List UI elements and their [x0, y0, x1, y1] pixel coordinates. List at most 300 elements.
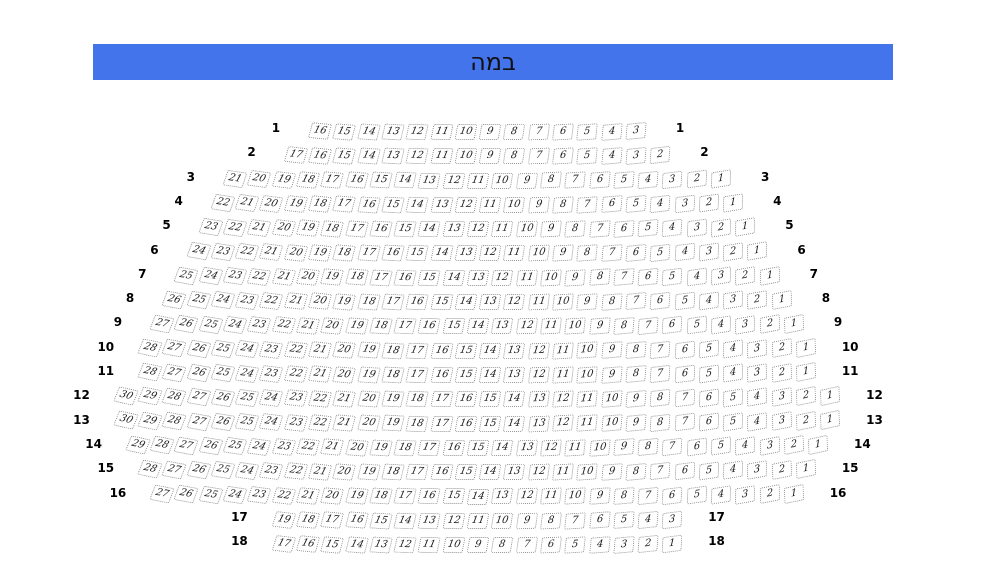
seat[interactable]: 15 [467, 440, 490, 456]
seat[interactable]: 7 [515, 537, 537, 554]
seat[interactable]: 11 [552, 366, 574, 383]
seat[interactable]: 4 [589, 536, 611, 554]
seat[interactable]: 1 [820, 410, 840, 431]
seat[interactable]: 25 [198, 315, 223, 334]
seat[interactable]: 21 [308, 463, 332, 481]
seat[interactable]: 6 [674, 364, 695, 383]
seat[interactable]: 15 [320, 536, 344, 553]
seat[interactable]: 12 [406, 148, 429, 165]
seat[interactable]: 5 [674, 292, 695, 311]
seat[interactable]: 2 [760, 484, 780, 504]
seat[interactable]: 13 [503, 464, 525, 481]
seat[interactable]: 20 [284, 244, 308, 262]
seat[interactable]: 29 [137, 411, 163, 430]
seat[interactable]: 3 [760, 436, 780, 456]
seat[interactable]: 18 [296, 511, 320, 529]
seat[interactable]: 23 [235, 292, 260, 310]
seat[interactable]: 27 [174, 436, 199, 455]
seat[interactable]: 9 [479, 124, 502, 140]
seat[interactable]: 5 [650, 243, 671, 261]
seat[interactable]: 15 [454, 464, 477, 480]
seat[interactable]: 24 [223, 316, 248, 334]
seat[interactable]: 23 [259, 365, 284, 383]
seat[interactable]: 10 [540, 269, 562, 286]
seat[interactable]: 12 [552, 391, 574, 408]
seat[interactable]: 2 [796, 386, 816, 406]
seat[interactable]: 20 [332, 342, 356, 359]
seat[interactable]: 7 [674, 389, 695, 408]
seat[interactable]: 11 [552, 463, 574, 480]
seat[interactable]: 27 [149, 314, 175, 333]
seat[interactable]: 10 [552, 293, 574, 310]
seat[interactable]: 9 [601, 463, 622, 481]
seat[interactable]: 14 [430, 245, 453, 261]
seat[interactable]: 14 [479, 464, 502, 480]
seat[interactable]: 12 [442, 172, 465, 188]
seat[interactable]: 1 [808, 435, 828, 455]
seat[interactable]: 4 [638, 171, 659, 189]
seat[interactable]: 19 [345, 487, 369, 504]
seat[interactable]: 15 [442, 318, 465, 334]
seat[interactable]: 24 [186, 242, 211, 261]
seat[interactable]: 15 [381, 196, 405, 213]
seat[interactable]: 16 [418, 318, 441, 335]
seat[interactable]: 11 [503, 245, 525, 262]
seat[interactable]: 15 [430, 294, 453, 310]
seat[interactable]: 13 [442, 221, 465, 237]
seat[interactable]: 11 [430, 124, 453, 140]
seat[interactable]: 5 [711, 437, 731, 456]
seat[interactable]: 13 [503, 342, 525, 359]
seat[interactable]: 17 [332, 196, 356, 213]
seat[interactable]: 24 [247, 438, 272, 456]
seat[interactable]: 8 [625, 365, 646, 383]
seat[interactable]: 14 [393, 172, 417, 189]
seat[interactable]: 22 [210, 194, 235, 213]
seat[interactable]: 4 [723, 339, 743, 358]
seat[interactable]: 11 [564, 439, 586, 456]
seat[interactable]: 13 [528, 391, 550, 408]
seat[interactable]: 1 [723, 193, 743, 212]
seat[interactable]: 3 [662, 510, 683, 529]
seat[interactable]: 25 [210, 461, 235, 480]
seat[interactable]: 28 [137, 338, 163, 357]
seat[interactable]: 9 [467, 537, 490, 553]
seat[interactable]: 19 [369, 439, 393, 456]
seat[interactable]: 6 [638, 268, 659, 286]
seat[interactable]: 14 [418, 221, 441, 238]
seat[interactable]: 24 [235, 340, 260, 358]
seat[interactable]: 28 [137, 460, 163, 479]
seat[interactable]: 5 [638, 219, 659, 237]
seat[interactable]: 6 [650, 292, 671, 310]
seat[interactable]: 10 [503, 197, 525, 214]
seat[interactable]: 22 [247, 267, 272, 285]
seat[interactable]: 17 [320, 511, 344, 528]
seat[interactable]: 1 [735, 218, 755, 238]
seat[interactable]: 6 [699, 388, 719, 407]
seat[interactable]: 8 [552, 196, 574, 213]
seat[interactable]: 19 [271, 171, 296, 189]
seat[interactable]: 4 [748, 412, 768, 432]
seat[interactable]: 6 [699, 413, 719, 432]
seat[interactable]: 9 [601, 366, 622, 384]
seat[interactable]: 11 [552, 342, 574, 359]
seat[interactable]: 3 [662, 170, 683, 189]
seat[interactable]: 22 [284, 365, 308, 383]
seat[interactable]: 12 [479, 245, 502, 261]
seat[interactable]: 1 [748, 242, 768, 262]
seat[interactable]: 14 [479, 343, 502, 359]
seat[interactable]: 15 [479, 416, 502, 432]
seat[interactable]: 21 [235, 194, 260, 212]
seat[interactable]: 8 [589, 269, 611, 287]
seat[interactable]: 14 [479, 367, 502, 383]
seat[interactable]: 4 [748, 387, 768, 407]
seat[interactable]: 25 [235, 389, 260, 407]
seat[interactable]: 2 [699, 194, 719, 213]
seat[interactable]: 5 [577, 147, 599, 165]
seat[interactable]: 15 [479, 391, 502, 407]
seat[interactable]: 14 [503, 391, 525, 408]
seat[interactable]: 1 [796, 362, 816, 382]
seat[interactable]: 3 [723, 291, 743, 310]
seat[interactable]: 13 [454, 245, 477, 261]
seat[interactable]: 21 [259, 243, 284, 261]
seat[interactable]: 23 [284, 414, 308, 432]
seat[interactable]: 26 [198, 437, 223, 456]
seat[interactable]: 26 [174, 315, 199, 334]
seat[interactable]: 22 [296, 438, 320, 456]
seat[interactable]: 5 [699, 461, 719, 480]
seat[interactable]: 23 [247, 316, 272, 334]
seat[interactable]: 1 [796, 459, 816, 479]
seat[interactable]: 3 [735, 485, 755, 505]
seat[interactable]: 16 [369, 220, 393, 237]
seat[interactable]: 9 [577, 293, 599, 311]
seat[interactable]: 5 [686, 486, 706, 505]
seat[interactable]: 17 [320, 171, 344, 188]
seat[interactable]: 18 [381, 366, 405, 383]
seat[interactable]: 29 [137, 387, 163, 406]
seat[interactable]: 28 [162, 387, 187, 406]
seat[interactable]: 15 [454, 343, 477, 359]
seat[interactable]: 4 [638, 511, 659, 529]
seat[interactable]: 22 [284, 341, 308, 359]
seat[interactable]: 2 [650, 146, 671, 164]
seat[interactable]: 7 [564, 512, 586, 529]
seat[interactable]: 9 [625, 414, 646, 432]
seat[interactable]: 16 [430, 367, 453, 383]
seat[interactable]: 16 [430, 464, 453, 480]
seat[interactable]: 10 [601, 390, 622, 408]
seat[interactable]: 7 [638, 316, 659, 334]
seat[interactable]: 16 [308, 123, 332, 141]
seat[interactable]: 2 [772, 338, 792, 358]
seat[interactable]: 9 [552, 245, 574, 262]
seat[interactable]: 26 [162, 290, 187, 309]
seat[interactable]: 15 [454, 367, 477, 383]
seat[interactable]: 15 [369, 512, 393, 529]
seat[interactable]: 18 [406, 391, 429, 408]
seat[interactable]: 10 [442, 537, 465, 553]
seat[interactable]: 25 [210, 340, 235, 359]
seat[interactable]: 20 [320, 317, 344, 334]
seat[interactable]: 6 [662, 316, 683, 335]
seat[interactable]: 7 [528, 148, 550, 165]
seat[interactable]: 18 [332, 244, 356, 261]
seat[interactable]: 5 [613, 511, 634, 529]
seat[interactable]: 17 [381, 293, 405, 310]
seat[interactable]: 8 [625, 341, 646, 359]
seat[interactable]: 7 [589, 220, 611, 238]
seat[interactable]: 11 [577, 415, 599, 433]
seat[interactable]: 26 [186, 339, 211, 358]
seat[interactable]: 3 [625, 147, 646, 165]
seat[interactable]: 12 [442, 513, 465, 529]
seat[interactable]: 21 [271, 268, 296, 286]
seat[interactable]: 16 [430, 342, 453, 358]
seat[interactable]: 20 [308, 293, 332, 311]
seat[interactable]: 17 [406, 367, 429, 384]
seat[interactable]: 9 [613, 438, 634, 456]
seat[interactable]: 6 [601, 195, 622, 213]
seat[interactable]: 28 [162, 412, 187, 431]
seat[interactable]: 6 [662, 486, 683, 505]
seat[interactable]: 2 [760, 314, 780, 334]
seat[interactable]: 3 [711, 267, 731, 286]
seat[interactable]: 15 [406, 245, 429, 262]
seat[interactable]: 19 [357, 463, 381, 480]
seat[interactable]: 9 [479, 148, 502, 164]
seat[interactable]: 2 [796, 411, 816, 431]
seat[interactable]: 16 [296, 535, 320, 553]
seat[interactable]: 20 [247, 170, 272, 188]
seat[interactable]: 6 [540, 536, 562, 553]
seat[interactable]: 13 [381, 148, 405, 165]
seat[interactable]: 6 [552, 148, 574, 165]
seat[interactable]: 9 [540, 221, 562, 238]
seat[interactable]: 4 [601, 123, 622, 141]
seat[interactable]: 12 [515, 318, 537, 335]
seat[interactable]: 11 [430, 148, 453, 164]
seat[interactable]: 8 [625, 462, 646, 480]
seat[interactable]: 14 [393, 512, 417, 529]
seat[interactable]: 14 [503, 415, 525, 432]
seat[interactable]: 10 [601, 414, 622, 432]
seat[interactable]: 8 [503, 124, 525, 141]
seat[interactable]: 20 [332, 463, 356, 480]
seat[interactable]: 8 [638, 438, 659, 456]
seat[interactable]: 25 [223, 437, 248, 455]
seat[interactable]: 21 [296, 317, 320, 335]
seat[interactable]: 8 [491, 537, 514, 553]
seat[interactable]: 19 [345, 317, 369, 334]
seat[interactable]: 25 [235, 413, 260, 431]
seat[interactable]: 2 [638, 535, 659, 553]
seat[interactable]: 7 [650, 341, 671, 359]
seat[interactable]: 28 [149, 436, 175, 455]
seat[interactable]: 4 [735, 436, 755, 456]
seat[interactable]: 3 [748, 363, 768, 383]
seat[interactable]: 5 [723, 412, 743, 431]
seat[interactable]: 5 [613, 171, 634, 189]
seat[interactable]: 17 [393, 318, 417, 335]
seat[interactable]: 22 [259, 292, 284, 310]
seat[interactable]: 2 [723, 242, 743, 261]
seat[interactable]: 3 [674, 194, 695, 213]
seat[interactable]: 18 [406, 415, 429, 432]
seat[interactable]: 4 [662, 219, 683, 238]
seat[interactable]: 2 [748, 290, 768, 310]
seat[interactable]: 14 [406, 196, 429, 213]
seat[interactable]: 10 [564, 317, 586, 334]
seat[interactable]: 16 [442, 440, 465, 456]
seat[interactable]: 2 [784, 435, 804, 455]
seat[interactable]: 17 [430, 391, 453, 407]
seat[interactable]: 1 [662, 535, 683, 554]
seat[interactable]: 11 [577, 390, 599, 408]
seat[interactable]: 4 [686, 267, 706, 286]
seat[interactable]: 5 [723, 388, 743, 407]
seat[interactable]: 23 [210, 243, 235, 262]
seat[interactable]: 3 [625, 122, 646, 140]
seat[interactable]: 15 [418, 269, 441, 286]
seat[interactable]: 14 [357, 123, 381, 140]
seat[interactable]: 1 [784, 314, 804, 334]
seat[interactable]: 12 [406, 124, 429, 141]
seat[interactable]: 16 [406, 294, 429, 311]
seat[interactable]: 21 [284, 292, 308, 310]
seat[interactable]: 9 [564, 269, 586, 286]
seat[interactable]: 19 [381, 391, 405, 408]
seat[interactable]: 14 [467, 318, 490, 334]
seat[interactable]: 12 [528, 464, 550, 481]
seat[interactable]: 8 [650, 389, 671, 407]
seat[interactable]: 1 [796, 338, 816, 358]
seat[interactable]: 13 [515, 439, 537, 456]
seat[interactable]: 16 [418, 488, 441, 505]
seat[interactable]: 3 [613, 536, 634, 554]
seat[interactable]: 5 [662, 267, 683, 286]
seat[interactable]: 7 [528, 123, 550, 140]
seat[interactable]: 14 [345, 536, 369, 553]
seat[interactable]: 19 [320, 268, 344, 285]
seat[interactable]: 17 [393, 488, 417, 505]
seat[interactable]: 2 [686, 170, 706, 189]
seat[interactable]: 12 [454, 197, 477, 213]
seat[interactable]: 25 [186, 291, 211, 310]
seat[interactable]: 27 [149, 484, 175, 503]
seat[interactable]: 23 [284, 389, 308, 407]
seat[interactable]: 10 [491, 172, 514, 188]
seat[interactable]: 7 [577, 196, 599, 214]
seat[interactable]: 15 [369, 172, 393, 189]
seat[interactable]: 26 [186, 461, 211, 480]
seat[interactable]: 3 [748, 339, 768, 359]
seat[interactable]: 10 [577, 342, 599, 360]
seat[interactable]: 13 [528, 415, 550, 432]
seat[interactable]: 18 [308, 195, 332, 213]
seat[interactable]: 24 [210, 291, 235, 310]
seat[interactable]: 12 [393, 537, 417, 554]
seat[interactable]: 8 [613, 317, 634, 335]
seat[interactable]: 6 [674, 340, 695, 359]
seat[interactable]: 10 [491, 513, 514, 529]
seat[interactable]: 6 [674, 462, 695, 481]
seat[interactable]: 7 [625, 292, 646, 310]
seat[interactable]: 12 [491, 270, 514, 286]
seat[interactable]: 24 [259, 413, 284, 431]
seat[interactable]: 28 [137, 363, 163, 382]
seat[interactable]: 13 [381, 123, 405, 140]
seat[interactable]: 10 [589, 439, 611, 457]
seat[interactable]: 11 [515, 269, 537, 286]
seat[interactable]: 18 [320, 220, 344, 237]
seat[interactable]: 11 [467, 173, 490, 189]
seat[interactable]: 13 [491, 318, 514, 334]
seat[interactable]: 19 [357, 342, 381, 359]
seat[interactable]: 27 [186, 412, 211, 431]
seat[interactable]: 3 [735, 315, 755, 335]
seat[interactable]: 16 [454, 391, 477, 407]
seat[interactable]: 10 [577, 463, 599, 481]
seat[interactable]: 16 [345, 512, 369, 529]
seat[interactable]: 3 [772, 411, 792, 431]
seat[interactable]: 18 [296, 171, 320, 189]
seat[interactable]: 10 [454, 124, 477, 140]
seat[interactable]: 11 [418, 537, 441, 554]
seat[interactable]: 17 [406, 464, 429, 481]
seat[interactable]: 24 [259, 389, 284, 407]
seat[interactable]: 1 [760, 266, 780, 286]
seat[interactable]: 8 [540, 512, 562, 529]
seat[interactable]: 26 [210, 413, 235, 432]
seat[interactable]: 25 [210, 364, 235, 383]
seat[interactable]: 2 [735, 266, 755, 286]
seat[interactable]: 14 [454, 294, 477, 310]
seat[interactable]: 22 [284, 462, 308, 480]
seat[interactable]: 7 [601, 244, 622, 262]
seat[interactable]: 11 [528, 294, 550, 311]
seat[interactable]: 29 [125, 435, 151, 454]
seat[interactable]: 30 [113, 411, 139, 430]
seat[interactable]: 2 [772, 460, 792, 480]
seat[interactable]: 9 [601, 341, 622, 359]
seat[interactable]: 23 [259, 462, 284, 480]
seat[interactable]: 16 [454, 416, 477, 432]
seat[interactable]: 22 [308, 390, 332, 408]
seat[interactable]: 16 [393, 269, 417, 286]
seat[interactable]: 9 [528, 196, 550, 213]
seat[interactable]: 16 [308, 147, 332, 165]
seat[interactable]: 23 [271, 438, 296, 456]
seat[interactable]: 3 [772, 387, 792, 407]
seat[interactable]: 9 [515, 172, 537, 189]
seat[interactable]: 14 [491, 440, 514, 456]
seat[interactable]: 25 [174, 266, 199, 285]
seat[interactable]: 5 [625, 195, 646, 213]
seat[interactable]: 19 [296, 220, 320, 238]
seat[interactable]: 12 [467, 221, 490, 237]
seat[interactable]: 9 [589, 487, 611, 505]
seat[interactable]: 10 [515, 221, 537, 238]
seat[interactable]: 2 [711, 218, 731, 237]
seat[interactable]: 3 [686, 218, 706, 237]
seat[interactable]: 20 [332, 366, 356, 383]
seat[interactable]: 20 [345, 439, 369, 456]
seat[interactable]: 2 [772, 363, 792, 383]
